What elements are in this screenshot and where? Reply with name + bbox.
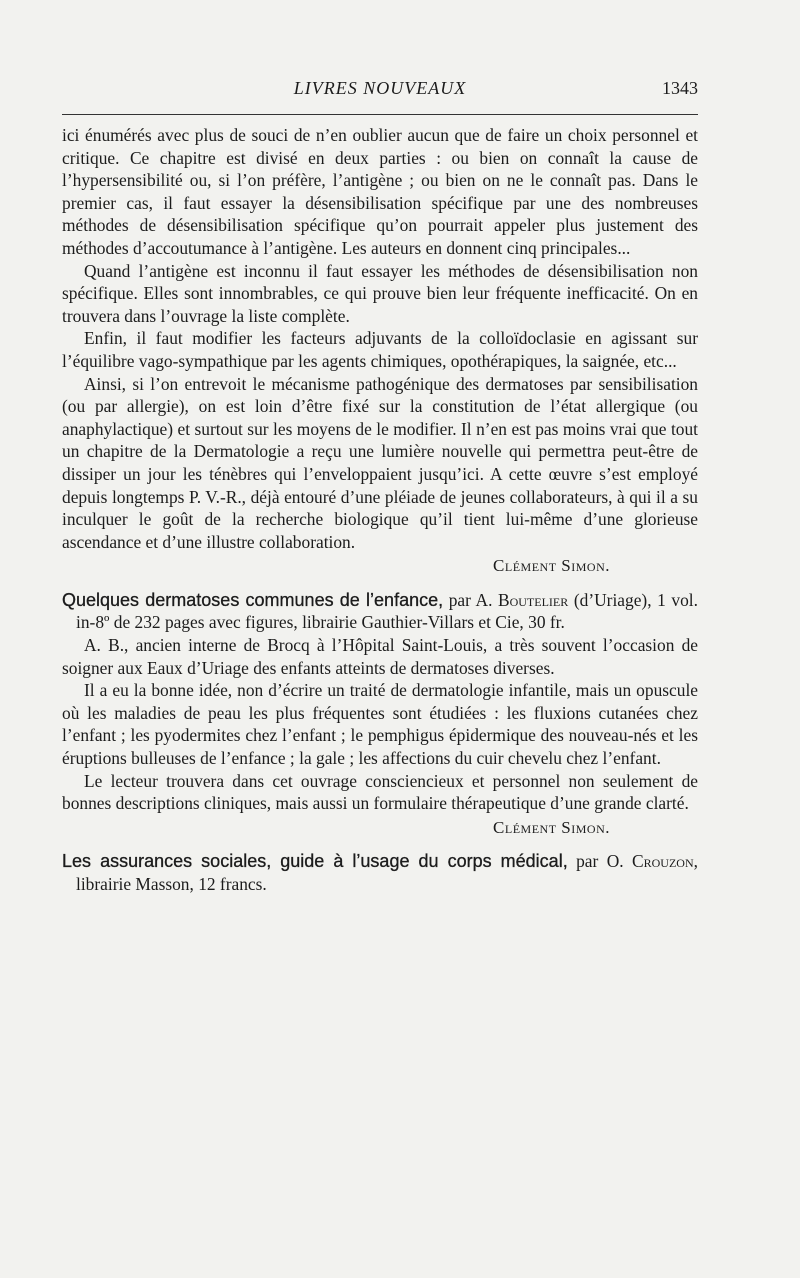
- paragraph: Le lecteur trouvera dans cet ouvrage consciencieux et personnel non seulement de bonnes descriptions cliniques, mais aussi un formulaire thérapeutique d’une grande clarté.: [62, 770, 698, 814]
- page-number: 1343: [662, 78, 698, 98]
- book-details: librairie Masson, 12 francs.: [76, 874, 267, 894]
- book-author: Crouzon,: [632, 851, 698, 872]
- review-signature: Clément Simon.: [493, 817, 610, 837]
- paragraph: Il a eu la bonne idée, non d’écrire un traité de dermatologie infantile, mais un opuscule où les maladies de peau les plus fréquentes sont étudiées : les fluxions cutanées chez l’enfant ; les pyodermites chez l’enfant ; le pemphigus épidermique des nouveau-nés et les éruptions bulleuses de l’enfance ; la gale ; les affections du cuir chevelu chez l’enfant.: [62, 680, 698, 769]
- paragraph: Enfin, il faut modifier les facteurs adjuvants de la colloïdoclasie en agissant sur l’équilibre vago-sympathique par les agents chimiques, opothérapiques, la saignée, etc...: [62, 328, 698, 371]
- book-entry-heading: [62, 589, 698, 634]
- book-title: Les assurances sociales, guide à l’usage du corps médical,: [62, 851, 568, 872]
- paragraph: A. B., ancien interne de Brocq à l’Hôpital Saint-Louis, a très souvent l’occasion de soigner aux Eaux d’Uriage des enfants atteints de dermatoses diverses.: [62, 635, 698, 678]
- review-signature: Clément Simon.: [493, 556, 610, 576]
- book-title: Quelques dermatoses communes de l’enfance,: [62, 589, 444, 610]
- paragraph: Quand l’antigène est inconnu il faut essayer les méthodes de désensibilisation non spécifique. Elles sont innombrables, ce qui prouve bien leur fréquente inefficacité. On en trouvera dans l’ouvrage la liste complète.: [62, 260, 698, 326]
- paragraph: ici énumérés avec plus de souci de n’en oublier aucun que de faire un choix personnel et critique. Ce chapitre est divisé en deux parties : ou bien on connaît la cause de l’hypersensibilité ou, si l’on préfère, l’antigène ; ou bien on ne le connaît pas. Dans le premier cas, il faut essayer la désensibilisation spécifique par une des nombreuses méthodes de désensibilisation spécifique qu’on pourrait appeler plus justement des méthodes d’accoutumance à l’antigène. Les auteurs en donnent cinq principales...: [62, 125, 698, 258]
- paragraph: Ainsi, si l’on entrevoit le mécanisme pathogénique des dermatoses par sensibilisation (ou par allergie), on est loin d’être fixé sur la constitution de l’état allergique (ou anaphylactique) et surtout sur les moyens de le modifier. Il n’en est pas moins vrai que tout un chapitre de la Dermatologie a reçu une lumière nouvelle qui permettra peut-être de dissiper un jour les ténèbres qui l’enveloppaient jusqu’ici. A cette œuvre s’est employé depuis longtemps P. V.-R., déjà entouré d’une pléiade de jeunes collaborateurs, à qui il a su inculquer le goût de la recherche biologique qu’il tient lui-même d’une glorieuse ascendance et d’une illustre collaboration.: [62, 373, 698, 552]
- page-header: [62, 78, 698, 104]
- page-body: [62, 124, 698, 896]
- header-rule: [62, 114, 698, 115]
- book-entry-heading: [62, 850, 698, 895]
- book-details: (d’Uriage), 1 vol. in-8º de 232 pages avec figures, librairie Gauthier-Villars et Cie, 30 fr.: [76, 589, 698, 633]
- running-title: LIVRES NOUVEAUX: [293, 78, 467, 98]
- book-author: Boutelier: [498, 589, 569, 610]
- book-by: par A.: [448, 589, 493, 610]
- book-by: par O.: [576, 851, 624, 872]
